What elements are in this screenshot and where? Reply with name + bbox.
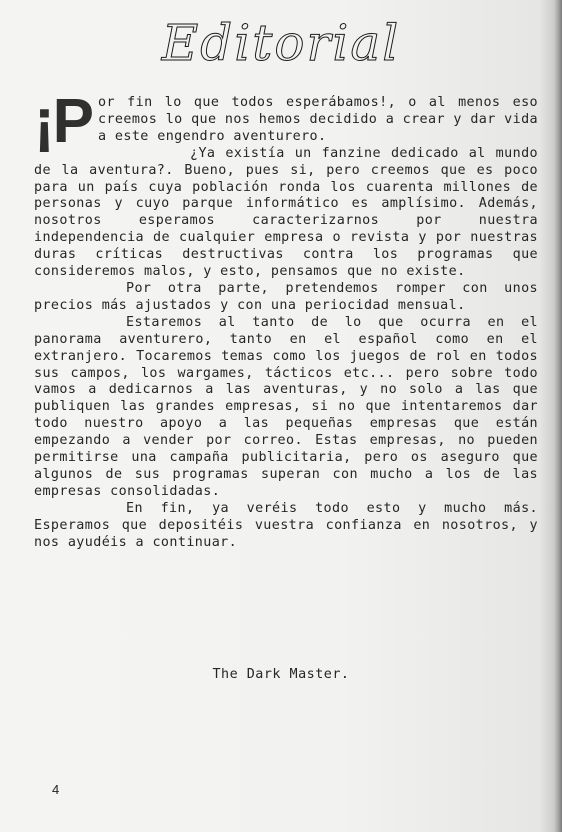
drop-cap: ¡P bbox=[34, 87, 92, 156]
paragraph-5: En fin, ya veréis todo esto y mucho más. Esperamos que depositéis vuestra confianza en nosotros, y nos ayudéis a continuar. bbox=[34, 500, 538, 550]
page-edge-shadow bbox=[554, 0, 562, 832]
paragraph-1-text: or fin lo que todos esperábamos!, o al menos eso creemos lo que nos hemos decidido a crear y dar vida a este engendro aventurero. bbox=[98, 95, 539, 144]
page-title: Editorial bbox=[161, 14, 401, 72]
page-number: 4 bbox=[52, 782, 60, 797]
signature: The Dark Master. bbox=[212, 667, 350, 682]
paragraph-2: ¿Ya existía un fanzine dedicado al mundo de la aventura?. Bueno, pues si, pero creemos que es poco para un país cuya población ronda los cuarenta millones de personas y cuyo parque informático es amplísimo. Además, nosotros esperamos caracterizarnos por nuestra independencia de cualquier empresa o revista y por nuestras duras críticas destructivas contra los programas que consideremos malos, y esto, pensamos que no existe. bbox=[34, 145, 538, 280]
paragraph-3: Por otra parte, pretendemos romper con unos precios más ajustados y con una periocidad mensual. bbox=[34, 280, 538, 313]
paragraph-1 bbox=[34, 87, 539, 156]
paragraph-4: Estaremos al tanto de lo que ocurra en el panorama aventurero, tanto en el español como en el extranjero. Tocaremos temas como los juegos de rol en todos sus campos, los wargames, tácticos etc... pero sobre todo vamos a dedicarnos a las aventuras, y no solo a las que publiquen las grandes empresas, si no que intentaremos dar todo nuestro apoyo a las pequeñas empresas que están empezando a vender por correo. Estas empresas, no pueden permitirse una campaña publicitaria, pero os aseguro que algunos de sus programas superan con mucho a los de las empresas consolidadas. bbox=[34, 314, 538, 499]
editorial-body bbox=[34, 87, 539, 551]
